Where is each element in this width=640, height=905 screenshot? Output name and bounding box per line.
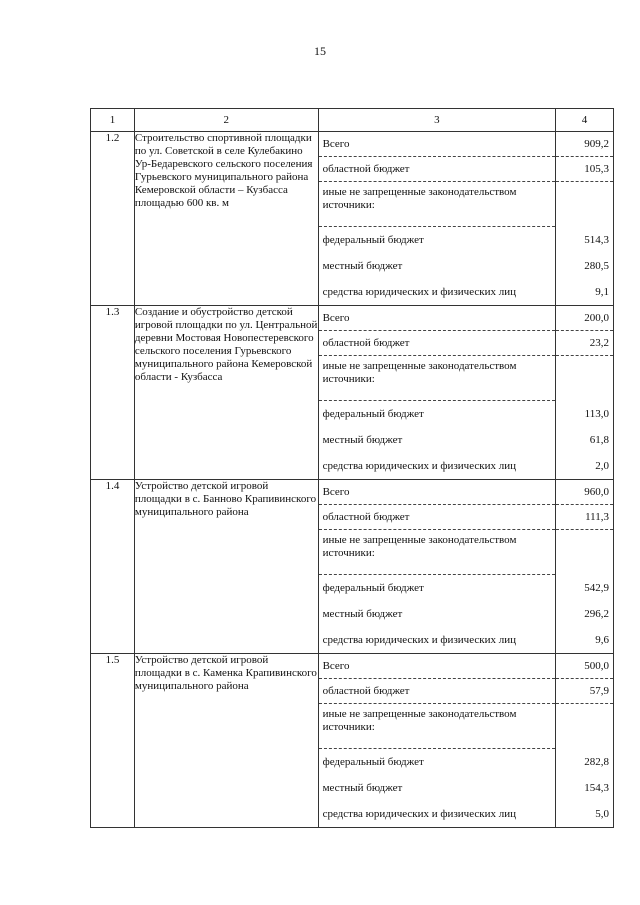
funding-value — [556, 182, 613, 227]
funding-source-label: Всего — [319, 132, 556, 157]
funding-value: 9,6 — [595, 634, 609, 646]
funding-sources — [318, 480, 556, 654]
funding-source-label: средства юридических и физических лиц — [322, 286, 516, 298]
funding-source-label: федеральный бюджет — [322, 234, 424, 246]
funding-source-label: Всего — [319, 480, 556, 505]
item-name: Строительство спортивной площадки по ул. Советской в селе Кулебакино Ур-Бедаревского сельского поселения Гурьевского муниципального района Кемеровской области – Кузбасса площадью 600 кв. м — [134, 132, 318, 306]
funding-source-label: областной бюджет — [319, 331, 556, 356]
funding-value: 500,0 — [556, 654, 613, 679]
funding-source-label: местный бюджет — [322, 608, 403, 620]
funding-values — [556, 306, 614, 480]
funding-value: 282,8 — [584, 756, 609, 768]
page-number: 15 — [314, 44, 326, 58]
funding-source-label — [319, 182, 556, 227]
table-body — [91, 132, 614, 828]
funding-source-label — [319, 704, 556, 749]
funding-value — [556, 356, 613, 401]
funding-source-label: областной бюджет — [319, 679, 556, 704]
funding-source-label: федеральный бюджет — [322, 582, 424, 594]
funding-value: 57,9 — [556, 679, 613, 704]
funding-value: 9,1 — [595, 286, 609, 298]
table-row — [91, 132, 614, 306]
funding-value: 296,2 — [584, 608, 609, 620]
funding-source-label — [319, 530, 556, 575]
budget-table — [90, 108, 614, 828]
funding-value: 200,0 — [556, 306, 613, 331]
funding-value — [556, 704, 613, 749]
funding-source-text: иные не запрещенные законодательством источники: — [322, 534, 517, 559]
funding-sources — [318, 654, 556, 828]
funding-value: 960,0 — [556, 480, 613, 505]
funding-source-text: иные не запрещенные законодательством источники: — [322, 186, 517, 211]
funding-sources — [318, 132, 556, 306]
funding-value: 111,3 — [556, 505, 613, 530]
funding-source-label: областной бюджет — [319, 505, 556, 530]
funding-values — [556, 654, 614, 828]
funding-source-text: иные не запрещенные законодательством источники: — [322, 708, 517, 733]
item-name: Устройство детской игровой площадки в с. Банново Крапивинского муниципального района — [134, 480, 318, 654]
funding-value: 909,2 — [556, 132, 613, 157]
funding-value — [556, 530, 613, 575]
funding-source-label: Всего — [319, 654, 556, 679]
funding-source-label: областной бюджет — [319, 157, 556, 182]
table-header-row — [91, 109, 614, 132]
funding-value: 542,9 — [584, 582, 609, 594]
funding-value: 23,2 — [556, 331, 613, 356]
table-row — [91, 654, 614, 828]
funding-value: 2,0 — [595, 460, 609, 472]
item-number: 1.2 — [91, 132, 135, 306]
funding-source-label: средства юридических и физических лиц — [322, 634, 516, 646]
funding-value: 105,3 — [556, 157, 613, 182]
funding-source-label: местный бюджет — [322, 434, 403, 446]
funding-sources — [318, 306, 556, 480]
header-col-4: 4 — [556, 109, 614, 132]
funding-value: 154,3 — [584, 782, 609, 794]
table-row — [91, 306, 614, 480]
item-name: Создание и обустройство детской игровой площадки по ул. Центральной деревни Мостовая Новопестеревского сельского поселения Гурьевского муниципального района Кемеровской области - Кузбасса — [134, 306, 318, 480]
funding-values — [556, 480, 614, 654]
funding-source-label: Всего — [319, 306, 556, 331]
item-number: 1.3 — [91, 306, 135, 480]
funding-values — [556, 132, 614, 306]
item-name: Устройство детской игровой площадки в с. Каменка Крапивинского муниципального района — [134, 654, 318, 828]
item-number: 1.5 — [91, 654, 135, 828]
table-row — [91, 480, 614, 654]
header-col-1: 1 — [91, 109, 135, 132]
funding-source-label: федеральный бюджет — [322, 408, 424, 420]
funding-source-label: средства юридических и физических лиц — [322, 808, 516, 820]
funding-value: 5,0 — [595, 808, 609, 820]
funding-source-label: средства юридических и физических лиц — [322, 460, 516, 472]
funding-value: 61,8 — [589, 434, 609, 446]
funding-source-label: местный бюджет — [322, 260, 403, 272]
funding-source-text: иные не запрещенные законодательством источники: — [322, 360, 517, 385]
funding-value: 280,5 — [584, 260, 609, 272]
item-number: 1.4 — [91, 480, 135, 654]
funding-value: 113,0 — [584, 408, 609, 420]
funding-source-label: местный бюджет — [322, 782, 403, 794]
header-col-2: 2 — [134, 109, 318, 132]
header-col-3: 3 — [318, 109, 556, 132]
funding-source-label — [319, 356, 556, 401]
funding-value: 514,3 — [584, 234, 609, 246]
funding-source-label: федеральный бюджет — [322, 756, 424, 768]
